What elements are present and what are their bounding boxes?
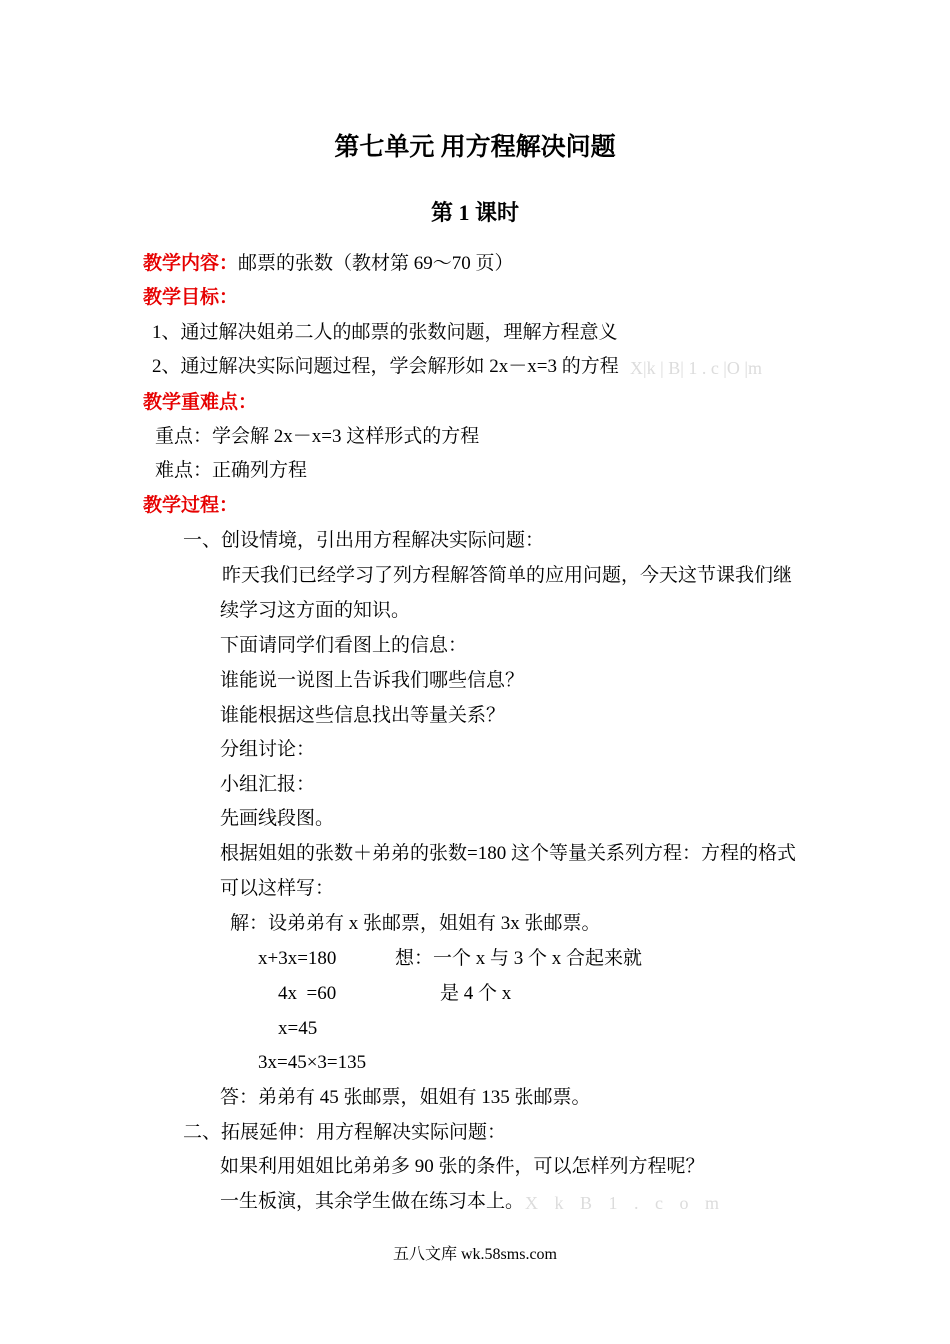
section1-line-10: 可以这样写： [220,878,335,899]
content-text: 邮票的张数（教材第 69～70 页） [238,253,514,274]
section1-line-3: 下面请同学们看图上的信息： [220,635,468,656]
section1-line-4: 谁能说一说图上告诉我们哪些信息？ [220,670,525,691]
section1-line-9: 根据姐姐的张数＋弟弟的张数=180 这个等量关系列方程：方程的格式 [220,843,796,864]
equation-note-1: 想：一个 x 与 3 个 x 合起来就 [395,948,643,969]
watermark-1: X|k | B| 1 . c |O |m [630,358,763,378]
page-title: 第七单元 用方程解决问题 [334,134,616,161]
section2-line-2: 一生板演，其余学生做在练习本上。 [220,1191,525,1212]
content-row [143,253,514,275]
section1-line-1: 昨天我们已经学习了列方程解答简单的应用问题，今天这节课我们继 [222,565,793,586]
page-footer: 五八文库 wk.58sms.com [392,1246,557,1263]
watermark-2: X k B 1 . c o m [525,1193,725,1213]
section1-line-8: 先画线段图。 [220,808,335,829]
section1-line-2: 续学习这方面的知识。 [220,600,411,621]
solution-answer: 答：弟弟有 45 张邮票，姐姐有 135 张邮票。 [220,1087,591,1108]
goal-item-2: 2、通过解决实际问题过程，学会解形如 2x－x=3 的方程 [152,356,619,377]
section2-line-1: 如果利用姐姐比弟弟多 90 张的条件，可以怎样列方程呢？ [220,1156,705,1177]
equation-1: x+3x=180 [258,948,337,969]
section1-line-6: 分组讨论： [220,739,316,760]
section1-line-7: 小组汇报： [220,774,316,795]
equation-2: 4x =60 [278,983,337,1004]
section1-heading: 一、创设情境，引出用方程解决实际问题： [183,530,545,551]
process-label: 教学过程： [143,495,239,516]
key-point-2: 难点：正确列方程 [155,460,308,481]
key-label: 教学重难点： [143,392,258,413]
goals-label: 教学目标： [143,287,239,308]
section1-line-5: 谁能根据这些信息找出等量关系？ [220,705,506,726]
key-point-1: 重点：学会解 2x－x=3 这样形式的方程 [155,426,480,447]
section2-heading: 二、拓展延伸：用方程解决实际问题： [183,1122,507,1143]
goal-item-1: 1、通过解决姐弟二人的邮票的张数问题，理解方程意义 [152,322,618,343]
equation-4: 3x=45×3=135 [258,1052,367,1073]
equation-note-2: 是 4 个 x [440,983,512,1004]
lesson-subtitle: 第 1 课时 [430,200,519,225]
content-label: 教学内容： [143,253,239,274]
equation-3: x=45 [278,1018,318,1039]
solution-setup: 解：设弟弟有 x 张邮票，姐姐有 3x 张邮票。 [230,913,601,934]
